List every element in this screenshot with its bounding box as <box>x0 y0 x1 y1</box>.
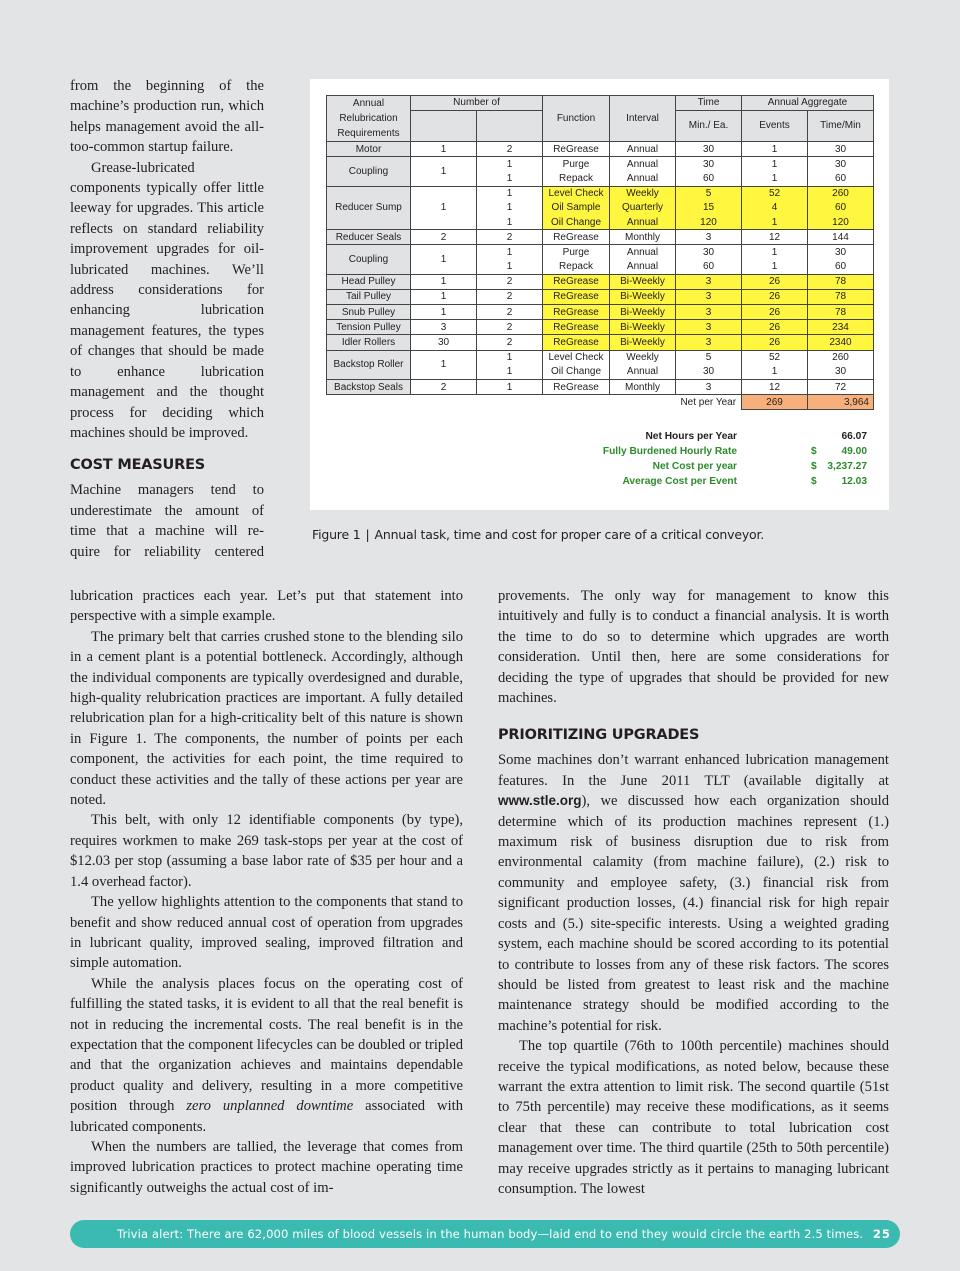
interval: Bi-Weekly <box>610 320 676 335</box>
trivia-footer <box>70 1220 900 1248</box>
interval: Quarterly <box>610 201 676 215</box>
lube-points: 1 <box>477 365 543 380</box>
table-row <box>327 305 874 320</box>
events: 4 <box>742 201 808 215</box>
lube-points: 2 <box>477 289 543 304</box>
component-count: 1 <box>411 274 477 289</box>
component-count: 1 <box>411 157 477 186</box>
lube-points: 1 <box>477 350 543 365</box>
table-row <box>327 230 874 245</box>
function: ReGrease <box>543 289 610 304</box>
time-min: 30 <box>808 365 874 380</box>
component-name: Coupling <box>327 157 411 186</box>
net-cost-label: Net Cost per year <box>652 461 737 472</box>
time-min: 72 <box>808 380 874 395</box>
header-interval: Interval <box>610 96 676 142</box>
function: Repack <box>543 171 610 186</box>
time-min: 120 <box>808 215 874 230</box>
section-heading-cost-measures: COST MEASURES <box>70 457 206 474</box>
rate-dollar: $ <box>811 446 817 457</box>
lube-points: 2 <box>477 320 543 335</box>
time-min: 30 <box>808 245 874 260</box>
events: 26 <box>742 305 808 320</box>
time-min: 144 <box>808 230 874 245</box>
time-min: 78 <box>808 274 874 289</box>
page-number: 25 <box>872 1227 891 1241</box>
paragraph: The top quartile (76th to 100th percentile) machines should receive the typical modifications, as noted below, because these warrant the extra attention to limit risk. The second quartile (51st to 75th percentile) may receive these modifications, as it seems clear that these can contribute to total lubrication cost management over time. The third quartile (25th to 50th percentile) may receive upgrades strictly as it pertains to managing lubricant consumption. The lowest <box>498 1038 889 1197</box>
net-label: Net per Year <box>676 395 742 410</box>
net-cost-value: 3,237.27 <box>827 461 867 472</box>
emphasis: zero unplanned downtime <box>186 1098 354 1115</box>
time-min: 78 <box>808 289 874 304</box>
lube-points: 2 <box>477 335 543 350</box>
events: 1 <box>742 157 808 172</box>
events: 52 <box>742 186 808 201</box>
minutes-each: 30 <box>676 365 742 380</box>
lube-points: 1 <box>477 186 543 201</box>
component-count: 2 <box>411 230 477 245</box>
time-min: 234 <box>808 320 874 335</box>
component-name: Reducer Seals <box>327 230 411 245</box>
figure-1 <box>310 79 889 510</box>
function: ReGrease <box>543 274 610 289</box>
lube-points: 2 <box>477 274 543 289</box>
lube-points: 1 <box>477 201 543 215</box>
interval: Bi-Weekly <box>610 274 676 289</box>
interval: Annual <box>610 260 676 275</box>
component-count: 1 <box>411 305 477 320</box>
time-min: 260 <box>808 350 874 365</box>
lube-points: 2 <box>477 305 543 320</box>
component-name: Head Pulley <box>327 274 411 289</box>
avg-cost-value: 12.03 <box>841 476 867 487</box>
minutes-each: 30 <box>676 142 742 157</box>
rate-label: Fully Burdened Hourly Rate <box>602 446 737 457</box>
events: 12 <box>742 230 808 245</box>
paragraph: This belt, with only 12 identifiable components (by type), requires workmen to make 269 task-stops per year at the cost of $12.03 per stop (assuming a base labor rate of $35 per hour and a 1.4 overhead factor). <box>70 812 463 890</box>
time-min: 260 <box>808 186 874 201</box>
stle-link[interactable]: www.stle.org <box>498 793 582 809</box>
column-1-lower <box>70 586 463 1198</box>
function: Oil Change <box>543 365 610 380</box>
component-name: Backstop Seals <box>327 380 411 395</box>
minutes-each: 3 <box>676 320 742 335</box>
paragraph: Grease-lubricated components typically offer little leeway for upgrades. This article reflects on standard reliability improvement upgrades for oil-lubricated machines. We’ll address considerations for enhancing lubrication management features, the types of changes that should be made to enhance lubrication management and the thought process for deciding which machines should be improved. <box>70 159 264 441</box>
paragraph: When the numbers are tallied, the leverage that comes from improved lubrication practices to protect machine operating time significantly outweighs the actual cost of im- <box>70 1138 463 1196</box>
table-row <box>327 157 874 172</box>
function: Level Check <box>543 186 610 201</box>
time-min: 78 <box>808 305 874 320</box>
column-1-upper <box>70 76 264 562</box>
interval: Annual <box>610 365 676 380</box>
table-row <box>327 335 874 350</box>
time-min: 30 <box>808 157 874 172</box>
column-2 <box>498 586 889 1199</box>
function: ReGrease <box>543 335 610 350</box>
net-time: 3,964 <box>808 395 874 410</box>
interval: Annual <box>610 215 676 230</box>
function: Repack <box>543 260 610 275</box>
interval: Annual <box>610 171 676 186</box>
function: Level Check <box>543 350 610 365</box>
caption-text: Annual task, time and cost for proper care of a critical conveyor. <box>374 527 765 542</box>
events: 52 <box>742 350 808 365</box>
minutes-each: 3 <box>676 380 742 395</box>
lube-points: 1 <box>477 215 543 230</box>
component-name: Reducer Sump <box>327 186 411 230</box>
events: 12 <box>742 380 808 395</box>
events: 1 <box>742 142 808 157</box>
function: Oil Change <box>543 215 610 230</box>
lube-points: 1 <box>477 260 543 275</box>
relubrication-table <box>326 95 874 410</box>
time-min: 2340 <box>808 335 874 350</box>
interval: Bi-Weekly <box>610 335 676 350</box>
minutes-each: 3 <box>676 335 742 350</box>
interval: Bi-Weekly <box>610 289 676 304</box>
interval: Annual <box>610 157 676 172</box>
events: 1 <box>742 215 808 230</box>
trivia-text: Trivia alert: There are 62,000 miles of blood vessels in the human body—laid end to end they would circle the earth 2.5 times. <box>117 1227 864 1241</box>
text-line: quire for reliability centered <box>70 543 264 560</box>
lube-points: 1 <box>477 380 543 395</box>
time-min: 60 <box>808 201 874 215</box>
net-spacer <box>327 395 676 410</box>
header-annual-relubrication: Annual Relubrication Requirements <box>327 96 411 142</box>
paragraph: Some machines don’t warrant enhanced lubrication management features. In the June 2011 TLT (available digitally at www.stle.org), we discussed how each organization should determine which of its production machines represent (1.) maximum risk of business disruption due to risk from environmental calamity (from machine failure), (2.) risk to community and employee safety, (3.) financial risk from significant production losses, (4.) financial risk for high repair costs and (5.) site-specific interests. Using a weighted grading system, each machine should be scored according to its potential to contribute to losses from any of these risk factors. The scores should be listed from greatest to least risk and the machine maintenance strategy should be modified according to the machine’s potential for risk. <box>498 752 889 1034</box>
function: ReGrease <box>543 305 610 320</box>
time-min: 60 <box>808 260 874 275</box>
table-row <box>327 320 874 335</box>
table-row <box>327 289 874 304</box>
table-row <box>327 274 874 289</box>
interval: Annual <box>610 142 676 157</box>
figure-caption <box>312 527 764 542</box>
minutes-each: 30 <box>676 157 742 172</box>
events: 1 <box>742 260 808 275</box>
interval: Annual <box>610 245 676 260</box>
component-name: Tail Pulley <box>327 289 411 304</box>
paragraph: The primary belt that carries crushed stone to the blending silo in a cement plant is a potential bottleneck. Accordingly, although the individual components are typically overdesigned and durable, high-quality relubrication practices are important. A fully detailed relubrication plan for a high-criticality belt of this nature is shown in Figure 1. The components, the number of points per each component, the activities for each point, the time required to conduct these activities and the tally of these actions per year are noted. <box>70 628 463 809</box>
events: 26 <box>742 289 808 304</box>
paragraph: The yellow highlights attention to the components that stand to benefit and show reduced annual cost of operation from upgrades in lubricant quality, improved sealing, improved filtration and simple automation. <box>70 894 463 972</box>
component-count: 3 <box>411 320 477 335</box>
events: 1 <box>742 245 808 260</box>
lube-points: 2 <box>477 142 543 157</box>
events: 26 <box>742 335 808 350</box>
rate-value: 49.00 <box>841 446 867 457</box>
interval: Weekly <box>610 350 676 365</box>
events: 1 <box>742 171 808 186</box>
events: 26 <box>742 320 808 335</box>
minutes-each: 3 <box>676 305 742 320</box>
function: ReGrease <box>543 230 610 245</box>
component-name: Snub Pulley <box>327 305 411 320</box>
component-count: 1 <box>411 245 477 274</box>
component-count: 2 <box>411 380 477 395</box>
header-time-min: Time/Min <box>808 111 874 142</box>
function: ReGrease <box>543 380 610 395</box>
component-name: Motor <box>327 142 411 157</box>
lube-points: 1 <box>477 245 543 260</box>
net-hours-value: 66.07 <box>841 431 867 442</box>
paragraph: lubrication practices each year. Let’s put that statement into perspective with a simple example. <box>70 588 463 625</box>
header-time: Time <box>676 96 742 111</box>
component-name: Backstop Roller <box>327 350 411 379</box>
events: 1 <box>742 365 808 380</box>
section-heading-prioritizing-upgrades: PRIORITIZING UPGRADES <box>498 727 700 744</box>
minutes-each: 15 <box>676 201 742 215</box>
header-min-ea: Min./ Ea. <box>676 111 742 142</box>
header-events: Events <box>742 111 808 142</box>
minutes-each: 5 <box>676 186 742 201</box>
net-events: 269 <box>742 395 808 410</box>
table-row <box>327 350 874 365</box>
net-row <box>327 395 874 410</box>
lube-points: 1 <box>477 171 543 186</box>
function: Purge <box>543 157 610 172</box>
caption-separator: | <box>365 527 370 542</box>
figure-number: Figure 1 <box>312 527 361 542</box>
lube-points: 2 <box>477 230 543 245</box>
component-count: 1 <box>411 350 477 379</box>
component-count: 1 <box>411 289 477 304</box>
text-line: Machine managers tend to <box>70 482 264 499</box>
minutes-each: 3 <box>676 289 742 304</box>
function: ReGrease <box>543 320 610 335</box>
time-min: 30 <box>808 142 874 157</box>
component-name: Coupling <box>327 245 411 274</box>
component-count: 1 <box>411 186 477 230</box>
table-row <box>327 186 874 201</box>
net-hours-label: Net Hours per Year <box>645 431 737 442</box>
paragraph: from the beginning of the machine’s production run, which helps management avoid the all-too-common startup failure. <box>70 78 264 156</box>
interval: Monthly <box>610 380 676 395</box>
component-name: Idler Rollers <box>327 335 411 350</box>
minutes-each: 60 <box>676 260 742 275</box>
function: Purge <box>543 245 610 260</box>
table-row <box>327 245 874 260</box>
text-line: time that a machine will re- <box>70 523 264 540</box>
lube-points: 1 <box>477 157 543 172</box>
function: Oil Sample <box>543 201 610 215</box>
interval: Bi-Weekly <box>610 305 676 320</box>
minutes-each: 3 <box>676 274 742 289</box>
interval: Weekly <box>610 186 676 201</box>
function: ReGrease <box>543 142 610 157</box>
avg-cost-label: Average Cost per Event <box>622 476 737 487</box>
net-cost-dollar: $ <box>811 461 817 472</box>
header-number-of: Number of <box>411 96 543 111</box>
interval: Monthly <box>610 230 676 245</box>
component-name: Tension Pulley <box>327 320 411 335</box>
avg-cost-dollar: $ <box>811 476 817 487</box>
paragraph: While the analysis places focus on the operating cost of fulfilling the stated tasks, it is evident to all that the real benefit is not in reducing the incremental costs. The real benefit is in the expectation that the component lifecycles can be doubled or tripled and that the organization achieves and maintains dependable product quality and delivery, resulting in a more competitive position through zero unplanned downtime associated with lubricated components. <box>70 975 463 1135</box>
paragraph: provements. The only way for management to know this intuitively and fully is to conduct a financial analysis. It is worth the time to do so to determine which upgrades are worth consideration. Until then, here are some considerations for deciding the type of upgrades that should be provided for new machines. <box>498 588 889 707</box>
text-line: underestimate the amount of <box>70 502 264 519</box>
header-annual-aggregate: Annual Aggregate <box>742 96 874 111</box>
minutes-each: 3 <box>676 230 742 245</box>
time-min: 60 <box>808 171 874 186</box>
minutes-each: 60 <box>676 171 742 186</box>
component-count: 1 <box>411 142 477 157</box>
table-row <box>327 142 874 157</box>
minutes-each: 5 <box>676 350 742 365</box>
header-function: Function <box>543 96 610 142</box>
events: 26 <box>742 274 808 289</box>
table-row <box>327 380 874 395</box>
component-count: 30 <box>411 335 477 350</box>
minutes-each: 30 <box>676 245 742 260</box>
minutes-each: 120 <box>676 215 742 230</box>
